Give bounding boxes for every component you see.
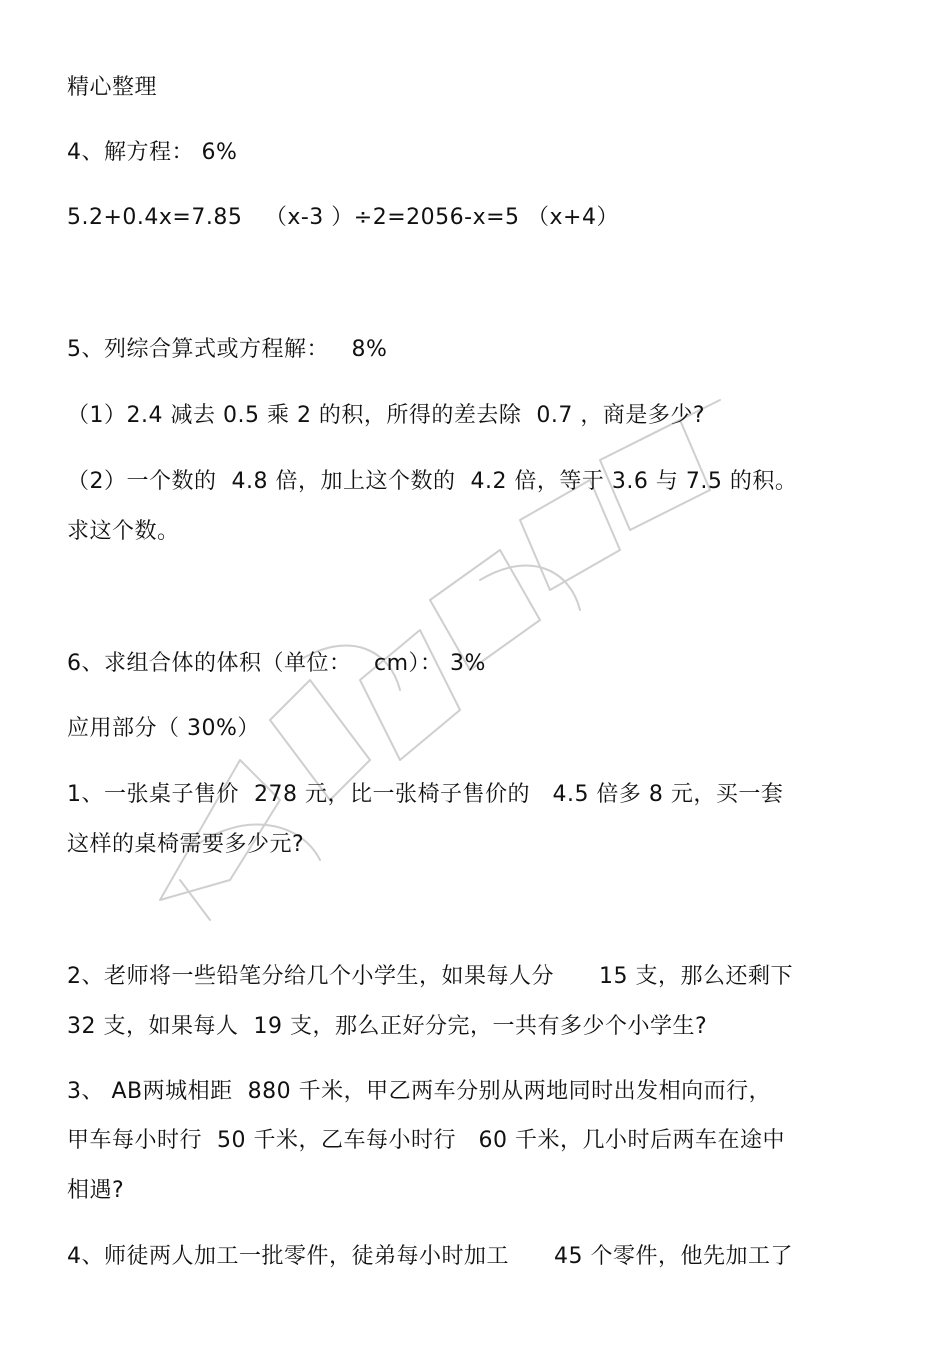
section-5-question-2-line-1: （2）一个数的 4.8 倍，加上这个数的 4.2 倍，等于 3.6 与 7.5 的积。	[67, 469, 798, 494]
problem-4-line-1: 4、师徒两人加工一批零件，徒弟每小时加工 45 个零件，他先加工了	[67, 1244, 793, 1269]
problem-1-line-1: 1、一张桌子售价 278 元，比一张椅子售价的 4.5 倍多 8 元，买一套	[67, 782, 784, 807]
section-4-title: 4、解方程： 6%	[67, 140, 238, 165]
section-4-equations: 5.2+0.4x=7.85 （x-3 ）÷2=2056-x=5 （x+4）	[67, 205, 619, 230]
problem-3-line-1: 3、 AB两城相距 880 千米，甲乙两车分别从两地同时出发相向而行，	[67, 1079, 772, 1104]
section-5-title: 5、列综合算式或方程解： 8%	[67, 337, 388, 362]
page-header: 精心整理	[67, 75, 158, 100]
section-5-question-2-line-2: 求这个数。	[67, 519, 180, 544]
problem-1-line-2: 这样的桌椅需要多少元?	[67, 832, 305, 857]
problem-3-line-2: 甲车每小时行 50 千米，乙车每小时行 60 千米，几小时后两车在途中	[67, 1128, 785, 1153]
problem-3-line-3: 相遇?	[67, 1178, 125, 1203]
section-5-question-1: （1）2.4 减去 0.5 乘 2 的积，所得的差去除 0.7 ，商是多少?	[67, 403, 706, 428]
section-6-title: 6、求组合体的体积（单位： cm）： 3%	[67, 651, 486, 676]
application-title: 应用部分（ 30%）	[67, 716, 260, 741]
problem-2-line-1: 2、老师将一些铅笔分给几个小学生，如果每人分 15 支，那么还剩下	[67, 964, 793, 989]
problem-2-line-2: 32 支，如果每人 19 支，那么正好分完，一共有多少个小学生?	[67, 1014, 708, 1039]
